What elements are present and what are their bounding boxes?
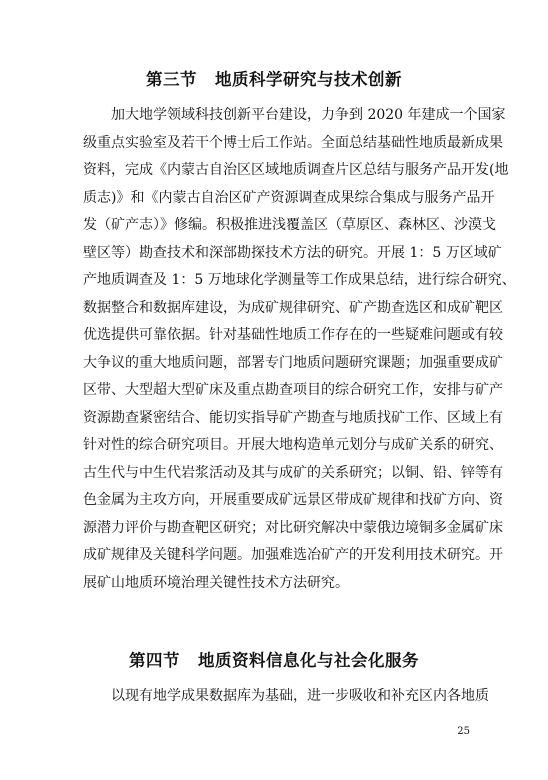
section-title: 地质科学研究与技术创新 — [215, 70, 402, 89]
paragraph-line: 壁区等）勘查技术和深部勘探技术方法的研究。开展 1：5 万区域矿 — [83, 244, 502, 261]
paragraph-line: 色金属为主攻方向，开展重要成矿远景区带成矿规律和找矿方向、资 — [83, 492, 503, 508]
section-4-paragraph — [83, 683, 489, 711]
section-label: 第三节 — [146, 70, 197, 89]
paragraph-line: 数据整合和数据库建设，为成矿规律研究、矿产勘查选区和成矿靶区 — [83, 299, 503, 316]
paragraph-line: 优选提供可靠依据。针对基础性地质工作存在的一些疑难问题或有较 — [83, 327, 503, 343]
paragraph-line: 大争议的重大地质问题，部署专门地质问题研究课题；加强重要成矿 — [83, 354, 503, 371]
paragraph-line: 古生代与中生代岩浆活动及其与成矿的关系研究；以铜、铅、锌等有 — [83, 464, 503, 481]
page-number: 25 — [457, 726, 470, 737]
section-3-paragraph — [83, 102, 516, 597]
section-heading-3 — [0, 66, 548, 90]
section-heading-4 — [0, 647, 548, 671]
paragraph-line: 资料，完成《内蒙古自治区区域地质调查片区总结与服务产品开发(地 — [83, 162, 509, 178]
paragraph-line: 区带、大型超大型矿床及重点勘查项目的综合研究工作，安排与矿产 — [83, 382, 503, 398]
section-title: 地质资料信息化与社会化服务 — [198, 651, 419, 670]
paragraph-line: 成矿规律及关键科学问题。加强难选冶矿产的开发利用技术研究。开 — [83, 547, 503, 563]
section-label: 第四节 — [129, 651, 180, 670]
paragraph-line: 加大地学领域科技创新平台建设，力争到 2020 年建成一个国家 — [111, 107, 506, 123]
paragraph-line: 质志)》和《内蒙古自治区矿产资源调查成果综合集成与服务产品开 — [83, 189, 495, 206]
paragraph-line: 以现有地学成果数据库为基础，进一步吸收和补充区内各地质 — [111, 688, 489, 704]
paragraph-line: 级重点实验室及若干个博士后工作站。全面总结基础性地质最新成果 — [83, 134, 503, 151]
paragraph-line: 源潜力评价与勘查靶区研究；对比研究解决中蒙俄边境铜多金属矿床 — [83, 519, 503, 536]
paragraph-line: 资源勘查紧密结合、能切实指导矿产勘查与地质找矿工作、区域上有 — [83, 409, 503, 426]
paragraph-line: 发（矿产志）》修编。积极推进浅覆盖区（草原区、森林区、沙漠戈 — [83, 217, 496, 233]
paragraph-line: 展矿山地质环境治理关键性技术方法研究。 — [83, 574, 349, 591]
paragraph-line: 针对性的综合研究项目。开展大地构造单元划分与成矿关系的研究、 — [83, 437, 503, 453]
paragraph-line: 产地质调查及 1：5 万地球化学测量等工作成果总结，进行综合研究、 — [83, 272, 516, 288]
